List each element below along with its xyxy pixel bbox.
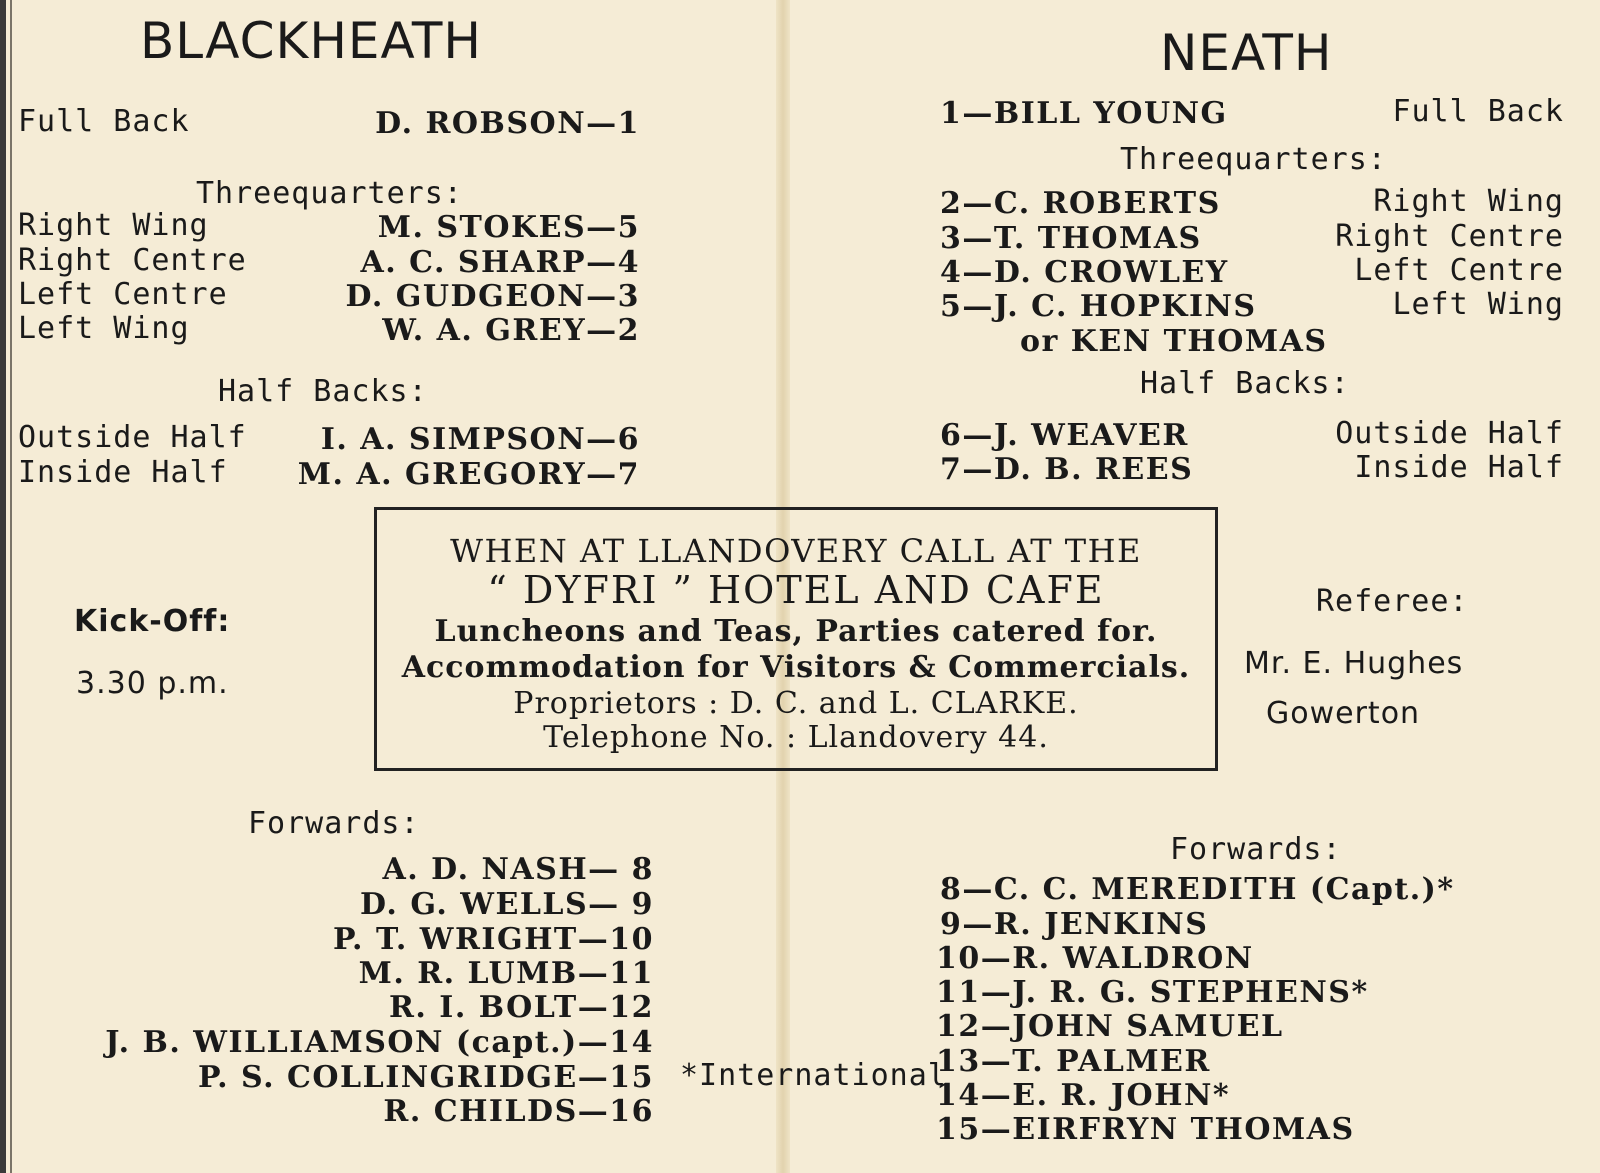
advert-line-1: WHEN AT LLANDOVERY CALL AT THE — [450, 532, 1142, 570]
player-name: I. A. SIMPSON—6 — [320, 422, 640, 457]
blackheath-threequarter-row — [18, 277, 640, 313]
neath-forward: 9—R. JENKINS — [940, 907, 1209, 942]
position-label: Left Centre — [1354, 253, 1564, 288]
position-label: Left Wing — [18, 311, 190, 346]
neath-forward: 15—EIRFRYN THOMAS — [936, 1112, 1355, 1147]
player-name: D. GUDGEON—3 — [345, 279, 640, 314]
team-name-blackheath: BLACKHEATH — [140, 12, 482, 70]
blackheath-threequarter-row — [18, 311, 640, 347]
position-label: Left Centre — [18, 277, 228, 312]
neath-forward: 8—C. C. MEREDITH (Capt.)* — [940, 872, 1455, 907]
advert-line-4: Accommodation for Visitors & Commercials. — [401, 650, 1191, 685]
position-label: Right Centre — [1335, 219, 1564, 254]
blackheath-forward: D. G. WELLS— 9 — [359, 887, 654, 922]
neath-half-backs-heading: Half Backs: — [1140, 366, 1350, 401]
position-label: Outside Half — [1335, 416, 1564, 451]
player-name: M. A. GREGORY—7 — [297, 457, 640, 492]
position-label: Inside Half — [1354, 450, 1564, 485]
kickoff-label: Kick-Off: — [74, 604, 231, 639]
blackheath-threequarter-row — [18, 243, 640, 279]
neath-half-back-row — [940, 416, 1564, 452]
neath-half-back-row — [940, 450, 1564, 486]
position-label: Inside Half — [18, 455, 228, 490]
page-edge — [0, 0, 6, 1173]
advert-line-3: Luncheons and Teas, Parties catered for. — [434, 614, 1158, 649]
neath-forward: 14—E. R. JOHN* — [936, 1078, 1231, 1113]
referee-place: Gowerton — [1266, 696, 1421, 731]
neath-threequarter-row — [940, 219, 1564, 255]
blackheath-threequarters-heading: Threequarters: — [196, 176, 463, 211]
position-label: Right Wing — [1373, 184, 1564, 219]
blackheath-threequarter-row — [18, 208, 640, 244]
neath-forward: 13—T. PALMER — [936, 1044, 1211, 1079]
neath-forward: 10—R. WALDRON — [936, 941, 1254, 976]
blackheath-forward: A. D. NASH— 8 — [382, 852, 654, 887]
international-footnote: *International — [680, 1058, 947, 1093]
page-edge-line — [10, 0, 12, 1173]
player-name: 1—BILL YOUNG — [940, 96, 1228, 131]
player-name: 4—D. CROWLEY — [940, 255, 1229, 290]
neath-threequarter-row — [940, 253, 1564, 289]
blackheath-forward: J. B. WILLIAMSON (capt.)—14 — [105, 1025, 654, 1060]
blackheath-full-back-row — [18, 104, 640, 140]
blackheath-forward: P. S. COLLINGRIDGE—15 — [198, 1060, 654, 1095]
team-name-neath: NEATH — [1160, 24, 1333, 82]
player-name: M. STOKES—5 — [377, 210, 640, 245]
advert-telephone: Telephone No. : Llandovery 44. — [543, 720, 1049, 755]
blackheath-forward: R. I. BOLT—12 — [388, 990, 654, 1025]
neath-threequarters-heading: Threequarters: — [1120, 142, 1387, 177]
player-name: 2—C. ROBERTS — [940, 186, 1221, 221]
advert-hotel-name: “ DYFRI ” HOTEL AND CAFE — [487, 568, 1105, 612]
position-label: Full Back — [18, 104, 190, 139]
blackheath-forward: P. T. WRIGHT—10 — [332, 922, 654, 957]
neath-forward: 11—J. R. G. STEPHENS* — [936, 975, 1369, 1010]
referee-name: Mr. E. Hughes — [1244, 646, 1464, 681]
player-name: 7—D. B. REES — [940, 452, 1194, 487]
position-label: Right Centre — [18, 243, 247, 278]
blackheath-half-back-row — [18, 420, 640, 456]
neath-full-back-row — [940, 94, 1564, 130]
position-label: Right Wing — [18, 208, 209, 243]
neath-threequarter-row — [940, 184, 1564, 220]
player-name: W. A. GREY—2 — [382, 313, 640, 348]
player-name: 3—T. THOMAS — [940, 221, 1202, 256]
blackheath-forward: R. CHILDS—16 — [383, 1094, 654, 1129]
referee-label: Referee: — [1316, 584, 1469, 619]
blackheath-forwards-heading: Forwards: — [248, 806, 420, 841]
neath-forwards-heading: Forwards: — [1170, 832, 1342, 867]
position-label: Full Back — [1392, 94, 1564, 129]
player-name: 5—J. C. HOPKINS — [940, 289, 1257, 324]
neath-threequarter-row — [940, 287, 1564, 323]
position-label: Outside Half — [18, 420, 247, 455]
neath-threequarter-alternate: or KEN THOMAS — [1020, 324, 1328, 359]
position-label: Left Wing — [1392, 287, 1564, 322]
advert-proprietors: Proprietors : D. C. and L. CLARKE. — [513, 686, 1079, 721]
blackheath-half-backs-heading: Half Backs: — [218, 374, 428, 409]
player-name: A. C. SHARP—4 — [360, 245, 640, 280]
neath-forward: 12—JOHN SAMUEL — [936, 1009, 1284, 1044]
blackheath-half-back-row — [18, 455, 640, 491]
player-name: 6—J. WEAVER — [940, 418, 1189, 453]
kickoff-time: 3.30 p.m. — [76, 666, 229, 701]
hotel-advert-box — [374, 507, 1218, 771]
blackheath-forward: M. R. LUMB—11 — [358, 956, 654, 991]
player-name: D. ROBSON—1 — [375, 106, 640, 141]
